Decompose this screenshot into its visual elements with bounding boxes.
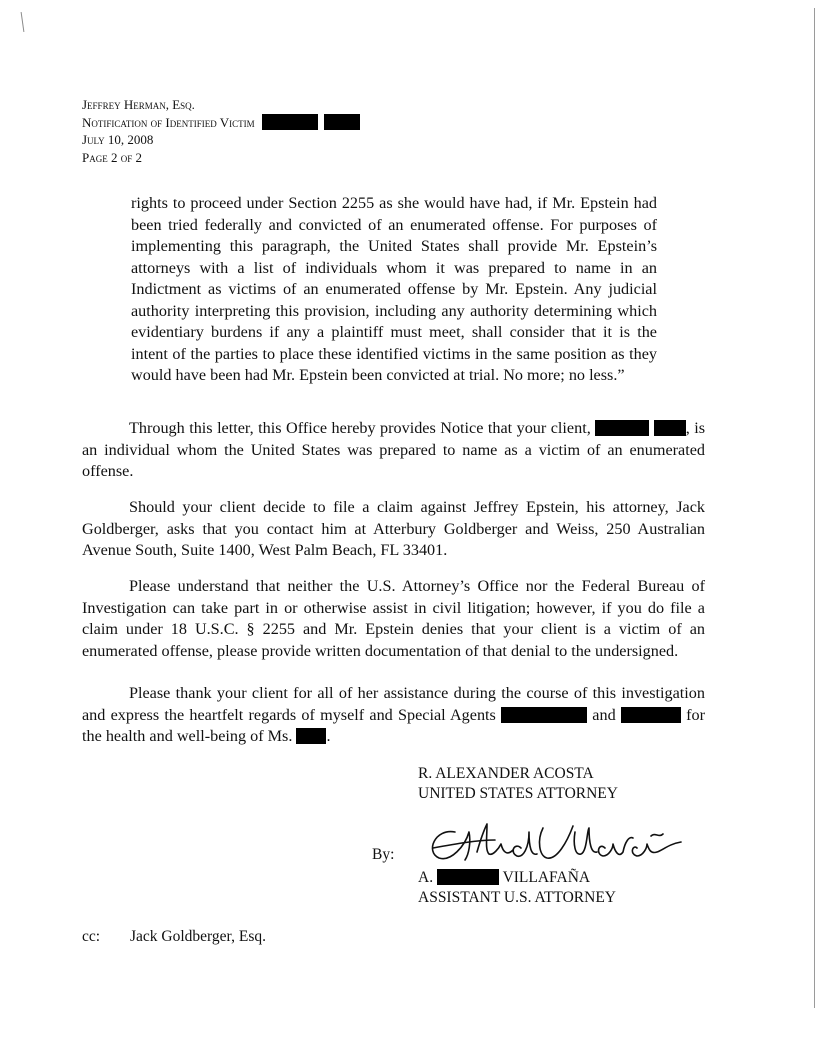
header-page-number: Page 2 of 2 xyxy=(82,149,142,165)
cc-recipient: Jack Goldberger, Esq. xyxy=(130,928,266,945)
redaction-bar xyxy=(595,420,649,436)
header-recipient: Jeffrey Herman, Esq. xyxy=(82,97,195,112)
signature-block xyxy=(418,764,618,804)
scan-mark xyxy=(21,12,25,32)
civil-litigation-paragraph: Please understand that neither the U.S. Attorney’s Office nor the Federal Bureau of Investigation can take part in or otherwise assist in civil litigation; however, if you do file a claim under 18 U.S.C. § 2255 and Mr. Epstein denies that your client is a victim of an enumerated offense, please provide written documentation of that denial to the undersigned. xyxy=(82,577,705,660)
us-attorney-name: R. ALEXANDER ACOSTA xyxy=(418,765,594,782)
cc-label: cc: xyxy=(82,928,101,945)
notice-paragraph: Through this letter, this Office hereby provides Notice that your client, , is an individual whom the United States was prepared to name as a victim of an enumerated offense. xyxy=(82,419,705,480)
us-attorney-title: UNITED STATES ATTORNEY xyxy=(418,785,618,802)
letter-header xyxy=(82,96,360,166)
scan-edge xyxy=(814,8,815,1008)
quoted-agreement-paragraph: rights to proceed under Section 2255 as she would have had, if Mr. Epstein had been tried federally and convicted of an enumerated offense. For purposes of implementing this paragraph, the United States shall provide Mr. Epstein’s attorneys with a list of individuals whom it was prepared to name in an Indictment as victims of an enumerated offense by Mr. Epstein. Any judicial authority interpreting this provision, including any authority determining which evidentiary burdens if any a plaintiff must meet, shall consider that it is the intent of the parties to place these identified victims in the same position as they would have been had Mr. Epstein been convicted at trial. No more; no less.” xyxy=(131,194,657,384)
by-label: By: xyxy=(372,846,395,863)
signer-title: ASSISTANT U.S. ATTORNEY xyxy=(418,889,616,906)
redaction-bar xyxy=(501,707,587,723)
cc-line xyxy=(82,928,266,946)
redaction-bar xyxy=(324,114,360,130)
thanks-paragraph: Please thank your client for all of her assistance during the course of this investigation and express the heartfelt regards of myself and Special Agents and for the health and well-being of Ms. . xyxy=(82,684,706,745)
redaction-bar xyxy=(262,114,318,130)
redaction-bar xyxy=(437,869,499,885)
signer-name: A. VILLAFAÑA xyxy=(418,869,591,886)
redaction-bar xyxy=(621,707,681,723)
header-date: July 10, 2008 xyxy=(82,132,154,147)
contact-paragraph: Should your client decide to file a claim against Jeffrey Epstein, his attorney, Jack Goldberger, asks that you contact him at Atterbury Goldberger and Weiss, 250 Australian Avenue South, Suite 1400, West Palm Beach, FL 33401. xyxy=(82,498,705,559)
header-subject: Notification of Identified Victim xyxy=(82,114,360,132)
redaction-bar xyxy=(296,728,326,744)
redaction-bar xyxy=(654,420,686,436)
handwritten-signature xyxy=(425,818,685,868)
signer-block xyxy=(418,868,616,908)
